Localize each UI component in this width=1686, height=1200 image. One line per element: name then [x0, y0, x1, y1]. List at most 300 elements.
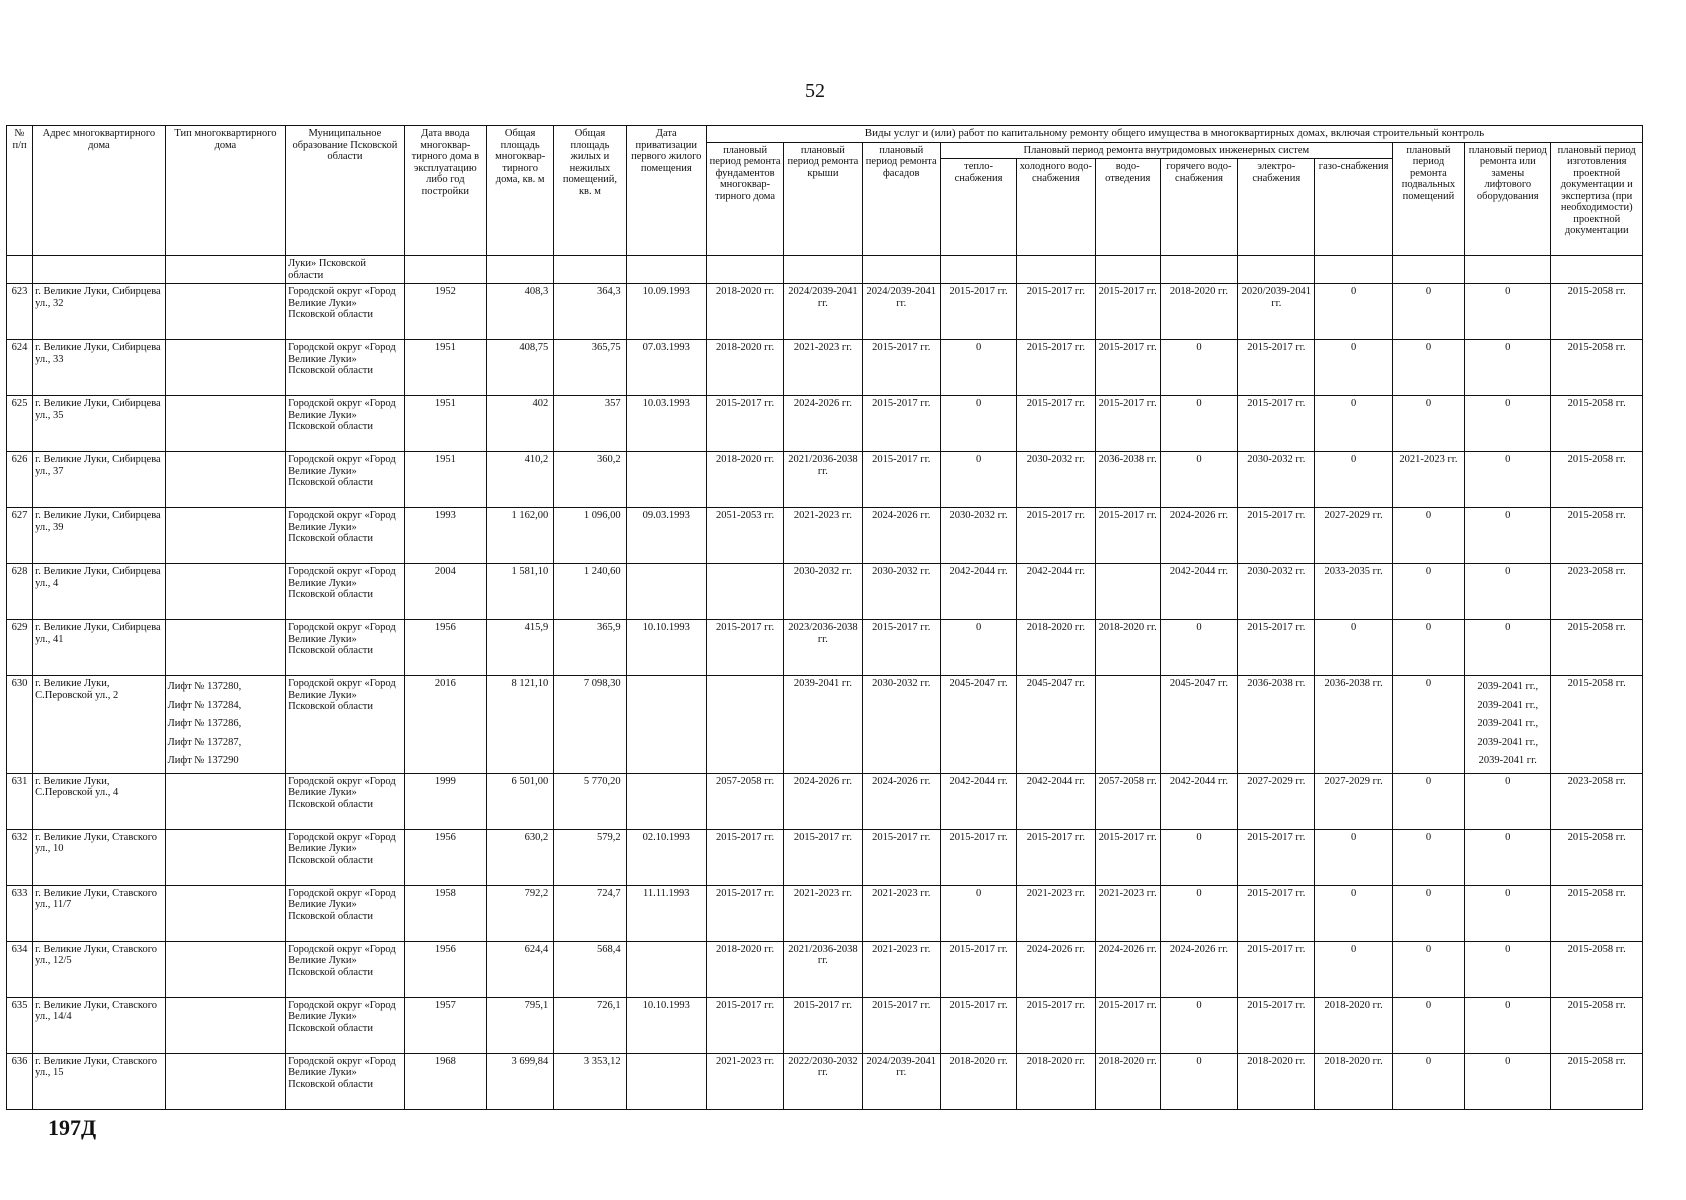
header-facade: плановый период ремонта фасадов	[862, 142, 940, 256]
cell-electric: 2015-2017 гг.	[1238, 997, 1315, 1053]
cell-design: 2015-2058 гг.	[1551, 284, 1643, 340]
cell-elevator: 0	[1465, 773, 1551, 829]
cell-elevator: 0	[1465, 284, 1551, 340]
cell-design: 2023-2058 гг.	[1551, 564, 1643, 620]
cell-cold-water: 2015-2017 гг.	[1017, 997, 1095, 1053]
cell-foundation: 2015-2017 гг.	[706, 885, 783, 941]
cell-hot-water: 2018-2020 гг.	[1160, 284, 1237, 340]
cell-living-area: 724,7	[554, 885, 626, 941]
cell-foundation: 2015-2017 гг.	[706, 829, 783, 885]
cell-electric: 2018-2020 гг.	[1238, 1053, 1315, 1109]
elevator-id: Лифт № 137286,	[167, 718, 242, 729]
cell-cold-water: 2015-2017 гг.	[1017, 829, 1095, 885]
cell-gas: 0	[1315, 885, 1392, 941]
elevator-id: Лифт № 137280,	[167, 681, 242, 692]
cell-type	[165, 620, 286, 676]
table-row	[7, 997, 1643, 1053]
cell-basement: 0	[1392, 941, 1464, 997]
cell-drainage	[1095, 564, 1160, 620]
cell-privatization: 10.09.1993	[626, 284, 706, 340]
elevator-period: 2039-2041 гг.,	[1477, 699, 1539, 711]
cell-municipality: Городской округ «Город Великие Луки» Псковской области	[286, 620, 405, 676]
cell-roof: 2039-2041 гг.	[784, 676, 862, 774]
table-row	[7, 508, 1643, 564]
cell-num: 635	[7, 997, 33, 1053]
cell-hot-water: 0	[1160, 997, 1237, 1053]
cell-heat: 0	[940, 396, 1016, 452]
cell-living-area: 579,2	[554, 829, 626, 885]
table-row	[7, 396, 1643, 452]
cell-heat: 2015-2017 гг.	[940, 284, 1016, 340]
cell-cold-water: 2021-2023 гг.	[1017, 885, 1095, 941]
cell-drainage: 2015-2017 гг.	[1095, 396, 1160, 452]
cell-cold-water: 2015-2017 гг.	[1017, 284, 1095, 340]
cell-elevator: 0	[1465, 1053, 1551, 1109]
cell-total-area: 408,3	[487, 284, 554, 340]
cell-design: 2015-2058 гг.	[1551, 941, 1643, 997]
cell-address: г. Великие Луки, Ставского ул., 10	[33, 829, 166, 885]
cell-gas: 2036-2038 гг.	[1315, 676, 1392, 774]
cell-privatization	[626, 1053, 706, 1109]
cell-foundation: 2018-2020 гг.	[706, 941, 783, 997]
table-row	[7, 885, 1643, 941]
cell-num: 634	[7, 941, 33, 997]
cell-heat: 0	[940, 620, 1016, 676]
cell-cold-water: 2015-2017 гг.	[1017, 396, 1095, 452]
cell-type	[165, 773, 286, 829]
cell-address: г. Великие Луки, Ставского ул., 11/7	[33, 885, 166, 941]
cell-year: 2016	[404, 676, 486, 774]
cell-privatization	[626, 676, 706, 774]
cell-year: 1951	[404, 340, 486, 396]
cell-foundation: 2021-2023 гг.	[706, 1053, 783, 1109]
cell-type	[165, 885, 286, 941]
cell-design: 2015-2058 гг.	[1551, 885, 1643, 941]
elevator-id: Лифт № 137287,	[167, 736, 242, 748]
cell-num: 629	[7, 620, 33, 676]
cell-living-area: 726,1	[554, 997, 626, 1053]
capital-repair-table	[6, 125, 1643, 1110]
cell-type	[165, 340, 286, 396]
table-row	[7, 284, 1643, 340]
cell-foundation	[706, 564, 783, 620]
cell-foundation: 2057-2058 гг.	[706, 773, 783, 829]
cell-basement: 0	[1392, 1053, 1464, 1109]
cell-facade: 2030-2032 гг.	[862, 676, 940, 774]
cell-gas: 0	[1315, 941, 1392, 997]
cell-num: 636	[7, 1053, 33, 1109]
cell-basement: 0	[1392, 829, 1464, 885]
cell-total-area: 792,2	[487, 885, 554, 941]
cell-municipality: Городской округ «Город Великие Луки» Псковской области	[286, 1053, 405, 1109]
cell-facade: 2015-2017 гг.	[862, 829, 940, 885]
cell-cold-water: 2045-2047 гг.	[1017, 676, 1095, 774]
header-design: плановый период изготовления проектной документации и экспертиза (при необходимости) проектной документации	[1551, 142, 1643, 256]
cell-privatization: 09.03.1993	[626, 508, 706, 564]
cell-address: г. Великие Луки, С.Перовской ул., 4	[33, 773, 166, 829]
table-row	[7, 340, 1643, 396]
cell-year: 1951	[404, 452, 486, 508]
cell-drainage: 2015-2017 гг.	[1095, 997, 1160, 1053]
cell-year: 1999	[404, 773, 486, 829]
cell-elevator: 0	[1465, 941, 1551, 997]
cell-roof: 2030-2032 гг.	[784, 564, 862, 620]
cell-total-area: 410,2	[487, 452, 554, 508]
cell-roof: 2021/2036-2038 гг.	[784, 452, 862, 508]
cell-heat: 2030-2032 гг.	[940, 508, 1016, 564]
table-body	[7, 256, 1643, 1110]
cell-basement: 0	[1392, 508, 1464, 564]
cell-electric: 2027-2029 гг.	[1238, 773, 1315, 829]
header-type: Тип многоквартирного дома	[165, 126, 286, 256]
cell-heat: 2015-2017 гг.	[940, 997, 1016, 1053]
cell-living-area: 1 096,00	[554, 508, 626, 564]
header-foundation: плановый период ремонта фундаментов многоквар-тирного дома	[706, 142, 783, 256]
continuation-municipality: Луки» Псковской области	[286, 256, 405, 284]
cell-gas: 2033-2035 гг.	[1315, 564, 1392, 620]
cell-facade: 2015-2017 гг.	[862, 620, 940, 676]
cell-electric: 2015-2017 гг.	[1238, 508, 1315, 564]
cell-privatization: 07.03.1993	[626, 340, 706, 396]
cell-hot-water: 0	[1160, 620, 1237, 676]
cell-type	[165, 564, 286, 620]
cell-address: г. Великие Луки, Сибирцева ул., 35	[33, 396, 166, 452]
header-heat: тепло-снабжения	[940, 159, 1016, 256]
cell-num: 623	[7, 284, 33, 340]
cell-year: 1952	[404, 284, 486, 340]
cell-hot-water: 2045-2047 гг.	[1160, 676, 1237, 774]
cell-municipality: Городской округ «Город Великие Луки» Псковской области	[286, 284, 405, 340]
header-year: Дата ввода многоквар-тирного дома в эксплуатацию либо год постройки	[404, 126, 486, 256]
cell-design: 2015-2058 гг.	[1551, 997, 1643, 1053]
cell-gas: 2027-2029 гг.	[1315, 773, 1392, 829]
cell-elevator: 0	[1465, 452, 1551, 508]
cell-heat: 2042-2044 гг.	[940, 773, 1016, 829]
cell-living-area: 357	[554, 396, 626, 452]
table-row	[7, 773, 1643, 829]
header-roof: плановый период ремонта крыши	[784, 142, 862, 256]
cell-living-area: 1 240,60	[554, 564, 626, 620]
cell-hot-water: 2024-2026 гг.	[1160, 941, 1237, 997]
cell-electric: 2015-2017 гг.	[1238, 941, 1315, 997]
cell-address: г. Великие Луки, Сибирцева ул., 41	[33, 620, 166, 676]
cell-address: г. Великие Луки, Ставского ул., 14/4	[33, 997, 166, 1053]
cell-design: 2015-2058 гг.	[1551, 452, 1643, 508]
cell-drainage: 2018-2020 гг.	[1095, 620, 1160, 676]
cell-privatization: 10.10.1993	[626, 997, 706, 1053]
cell-municipality: Городской округ «Город Великие Луки» Псковской области	[286, 340, 405, 396]
cell-hot-water: 0	[1160, 885, 1237, 941]
cell-electric: 2015-2017 гг.	[1238, 885, 1315, 941]
cell-total-area: 630,2	[487, 829, 554, 885]
cell-elevator: 0	[1465, 508, 1551, 564]
cell-cold-water: 2042-2044 гг.	[1017, 773, 1095, 829]
cell-roof: 2024/2039-2041 гг.	[784, 284, 862, 340]
cell-cold-water: 2018-2020 гг.	[1017, 1053, 1095, 1109]
cell-year: 1958	[404, 885, 486, 941]
cell-drainage: 2015-2017 гг.	[1095, 284, 1160, 340]
cell-heat: 2045-2047 гг.	[940, 676, 1016, 774]
cell-design: 2015-2058 гг.	[1551, 1053, 1643, 1109]
cell-hot-water: 2042-2044 гг.	[1160, 773, 1237, 829]
cell-elevator: 0	[1465, 340, 1551, 396]
cell-design: 2015-2058 гг.	[1551, 829, 1643, 885]
cell-electric: 2036-2038 гг.	[1238, 676, 1315, 774]
cell-drainage: 2015-2017 гг.	[1095, 508, 1160, 564]
cell-foundation: 2018-2020 гг.	[706, 452, 783, 508]
table-row	[7, 620, 1643, 676]
cell-municipality: Городской округ «Город Великие Луки» Псковской области	[286, 396, 405, 452]
cell-type	[165, 284, 286, 340]
cell-facade: 2021-2023 гг.	[862, 941, 940, 997]
elevator-period: 2039-2041 гг.,	[1477, 736, 1539, 748]
cell-roof: 2024-2026 гг.	[784, 773, 862, 829]
cell-gas: 0	[1315, 396, 1392, 452]
cell-type	[165, 676, 286, 774]
cell-heat: 2018-2020 гг.	[940, 1053, 1016, 1109]
cell-heat: 2015-2017 гг.	[940, 829, 1016, 885]
table-row	[7, 829, 1643, 885]
table-row	[7, 676, 1643, 774]
cell-year: 1956	[404, 829, 486, 885]
cell-address: г. Великие Луки, С.Перовской ул., 2	[33, 676, 166, 774]
header-total-area: Общая площадь многоквар-тирного дома, кв. м	[487, 126, 554, 256]
header-address: Адрес многоквартирного дома	[33, 126, 166, 256]
cell-roof: 2023/2036-2038 гг.	[784, 620, 862, 676]
cell-elevator: 0	[1465, 620, 1551, 676]
cell-basement: 0	[1392, 620, 1464, 676]
header-elevator: плановый период ремонта или замены лифтового оборудования	[1465, 142, 1551, 256]
cell-gas: 0	[1315, 829, 1392, 885]
header-gas: газо-снабжения	[1315, 159, 1392, 256]
cell-municipality: Городской округ «Город Великие Луки» Псковской области	[286, 997, 405, 1053]
cell-drainage: 2018-2020 гг.	[1095, 1053, 1160, 1109]
header-basement: плановый период ремонта подвальных помещений	[1392, 142, 1464, 256]
cell-hot-water: 0	[1160, 452, 1237, 508]
cell-municipality: Городской округ «Город Великие Луки» Псковской области	[286, 452, 405, 508]
cell-heat: 2042-2044 гг.	[940, 564, 1016, 620]
cell-type	[165, 1053, 286, 1109]
cell-gas: 0	[1315, 452, 1392, 508]
cell-living-area: 3 353,12	[554, 1053, 626, 1109]
cell-elevator: 0	[1465, 396, 1551, 452]
header-drainage: водо-отведения	[1095, 159, 1160, 256]
document-code: 197Д	[48, 1115, 97, 1140]
cell-foundation: 2018-2020 гг.	[706, 340, 783, 396]
cell-address: г. Великие Луки, Сибирцева ул., 4	[33, 564, 166, 620]
cell-num: 628	[7, 564, 33, 620]
cell-facade: 2024/2039-2041 гг.	[862, 1053, 940, 1109]
elevator-period: 2039-2041 гг.,	[1477, 718, 1539, 729]
cell-privatization: 11.11.1993	[626, 885, 706, 941]
cell-hot-water: 0	[1160, 340, 1237, 396]
cell-basement: 0	[1392, 564, 1464, 620]
cell-num: 626	[7, 452, 33, 508]
table-row	[7, 452, 1643, 508]
cell-address: г. Великие Луки, Сибирцева ул., 33	[33, 340, 166, 396]
cell-municipality: Городской округ «Город Великие Луки» Псковской области	[286, 941, 405, 997]
cell-hot-water: 2024-2026 гг.	[1160, 508, 1237, 564]
cell-year: 1956	[404, 941, 486, 997]
cell-total-area: 795,1	[487, 997, 554, 1053]
cell-foundation: 2015-2017 гг.	[706, 997, 783, 1053]
cell-facade: 2030-2032 гг.	[862, 564, 940, 620]
cell-year: 1951	[404, 396, 486, 452]
cell-num: 631	[7, 773, 33, 829]
cell-total-area: 3 699,84	[487, 1053, 554, 1109]
cell-electric: 2030-2032 гг.	[1238, 564, 1315, 620]
continuation-row	[7, 256, 1643, 284]
cell-address: г. Великие Луки, Ставского ул., 12/5	[33, 941, 166, 997]
cell-heat: 2015-2017 гг.	[940, 941, 1016, 997]
cell-total-area: 6 501,00	[487, 773, 554, 829]
cell-elevator: 0	[1465, 829, 1551, 885]
cell-design: 2015-2058 гг.	[1551, 508, 1643, 564]
cell-total-area: 624,4	[487, 941, 554, 997]
cell-privatization	[626, 452, 706, 508]
cell-basement: 0	[1392, 396, 1464, 452]
header-living-area: Общая площадь жилых и нежилых помещений, кв. м	[554, 126, 626, 256]
cell-cold-water: 2015-2017 гг.	[1017, 340, 1095, 396]
cell-design: 2015-2058 гг.	[1551, 396, 1643, 452]
cell-roof: 2022/2030-2032 гг.	[784, 1053, 862, 1109]
cell-basement: 0	[1392, 997, 1464, 1053]
cell-living-area: 364,3	[554, 284, 626, 340]
cell-living-area: 360,2	[554, 452, 626, 508]
cell-privatization	[626, 564, 706, 620]
cell-drainage: 2021-2023 гг.	[1095, 885, 1160, 941]
cell-cold-water: 2018-2020 гг.	[1017, 620, 1095, 676]
cell-design: 2015-2058 гг.	[1551, 340, 1643, 396]
header-hot-water: горячего водо-снабжения	[1160, 159, 1237, 256]
cell-roof: 2024-2026 гг.	[784, 396, 862, 452]
cell-basement: 0	[1392, 676, 1464, 774]
cell-elevator: 0	[1465, 885, 1551, 941]
cell-address: г. Великие Луки, Сибирцева ул., 32	[33, 284, 166, 340]
cell-total-area: 1 162,00	[487, 508, 554, 564]
header-privatization: Дата приватизации первого жилого помещения	[626, 126, 706, 256]
cell-total-area: 8 121,10	[487, 676, 554, 774]
cell-address: г. Великие Луки, Ставского ул., 15	[33, 1053, 166, 1109]
table-row	[7, 941, 1643, 997]
cell-hot-water: 2042-2044 гг.	[1160, 564, 1237, 620]
cell-living-area: 365,9	[554, 620, 626, 676]
cell-year: 2004	[404, 564, 486, 620]
header-cold-water: холодного водо-снабжения	[1017, 159, 1095, 256]
cell-roof: 2021-2023 гг.	[784, 885, 862, 941]
cell-gas: 2018-2020 гг.	[1315, 1053, 1392, 1109]
cell-cold-water: 2024-2026 гг.	[1017, 941, 1095, 997]
cell-design: 2015-2058 гг.	[1551, 620, 1643, 676]
cell-privatization: 10.03.1993	[626, 396, 706, 452]
cell-gas: 0	[1315, 340, 1392, 396]
cell-gas: 0	[1315, 620, 1392, 676]
cell-drainage: 2015-2017 гг.	[1095, 340, 1160, 396]
cell-roof: 2021-2023 гг.	[784, 340, 862, 396]
cell-num: 627	[7, 508, 33, 564]
cell-heat: 0	[940, 340, 1016, 396]
cell-total-area: 402	[487, 396, 554, 452]
cell-gas: 2018-2020 гг.	[1315, 997, 1392, 1053]
cell-facade: 2021-2023 гг.	[862, 885, 940, 941]
cell-drainage: 2015-2017 гг.	[1095, 829, 1160, 885]
cell-gas: 2027-2029 гг.	[1315, 508, 1392, 564]
cell-type	[165, 941, 286, 997]
cell-foundation: 2018-2020 гг.	[706, 284, 783, 340]
cell-privatization: 02.10.1993	[626, 829, 706, 885]
cell-basement: 0	[1392, 885, 1464, 941]
cell-roof: 2015-2017 гг.	[784, 997, 862, 1053]
cell-year: 1956	[404, 620, 486, 676]
cell-privatization: 10.10.1993	[626, 620, 706, 676]
cell-num: 633	[7, 885, 33, 941]
cell-facade: 2024-2026 гг.	[862, 773, 940, 829]
cell-elevator: 0	[1465, 564, 1551, 620]
cell-roof: 2021/2036-2038 гг.	[784, 941, 862, 997]
cell-year: 1957	[404, 997, 486, 1053]
cell-address: г. Великие Луки, Сибирцева ул., 37	[33, 452, 166, 508]
cell-type	[165, 508, 286, 564]
header-electric: электро-снабжения	[1238, 159, 1315, 256]
cell-year: 1968	[404, 1053, 486, 1109]
cell-cold-water: 2030-2032 гг.	[1017, 452, 1095, 508]
cell-municipality: Городской округ «Город Великие Луки» Псковской области	[286, 564, 405, 620]
cell-basement: 2021-2023 гг.	[1392, 452, 1464, 508]
cell-electric: 2020/2039-2041 гг.	[1238, 284, 1315, 340]
cell-address: г. Великие Луки, Сибирцева ул., 39	[33, 508, 166, 564]
cell-living-area: 7 098,30	[554, 676, 626, 774]
cell-drainage: 2057-2058 гг.	[1095, 773, 1160, 829]
cell-cold-water: 2042-2044 гг.	[1017, 564, 1095, 620]
cell-drainage	[1095, 676, 1160, 774]
cell-facade: 2015-2017 гг.	[862, 340, 940, 396]
cell-foundation: 2015-2017 гг.	[706, 396, 783, 452]
cell-living-area: 568,4	[554, 941, 626, 997]
cell-living-area: 5 770,20	[554, 773, 626, 829]
elevator-period: 2039-2041 гг.,	[1477, 681, 1539, 692]
cell-facade: 2024/2039-2041 гг.	[862, 284, 940, 340]
cell-type	[165, 452, 286, 508]
cell-type	[165, 396, 286, 452]
cell-living-area: 365,75	[554, 340, 626, 396]
cell-facade: 2015-2017 гг.	[862, 997, 940, 1053]
cell-elevator	[1465, 676, 1551, 774]
cell-privatization	[626, 941, 706, 997]
cell-foundation: 2051-2053 гг.	[706, 508, 783, 564]
cell-electric: 2015-2017 гг.	[1238, 620, 1315, 676]
table-row	[7, 1053, 1643, 1109]
cell-gas: 0	[1315, 284, 1392, 340]
cell-type	[165, 829, 286, 885]
cell-cold-water: 2015-2017 гг.	[1017, 508, 1095, 564]
cell-num: 630	[7, 676, 33, 774]
cell-drainage: 2036-2038 гг.	[1095, 452, 1160, 508]
cell-basement: 0	[1392, 340, 1464, 396]
cell-num: 625	[7, 396, 33, 452]
cell-roof: 2021-2023 гг.	[784, 508, 862, 564]
cell-year: 1993	[404, 508, 486, 564]
table-row	[7, 564, 1643, 620]
cell-hot-water: 0	[1160, 829, 1237, 885]
cell-municipality: Городской округ «Город Великие Луки» Псковской области	[286, 773, 405, 829]
header-services-group: Виды услуг и (или) работ по капитальному ремонту общего имущества в многоквартирных домах, включая строительный контроль	[706, 126, 1642, 143]
cell-design: 2023-2058 гг.	[1551, 773, 1643, 829]
cell-municipality: Городской округ «Город Великие Луки» Псковской области	[286, 676, 405, 774]
page-number: 52	[805, 80, 825, 102]
cell-electric: 2030-2032 гг.	[1238, 452, 1315, 508]
cell-foundation: 2015-2017 гг.	[706, 620, 783, 676]
cell-design: 2015-2058 гг.	[1551, 676, 1643, 774]
